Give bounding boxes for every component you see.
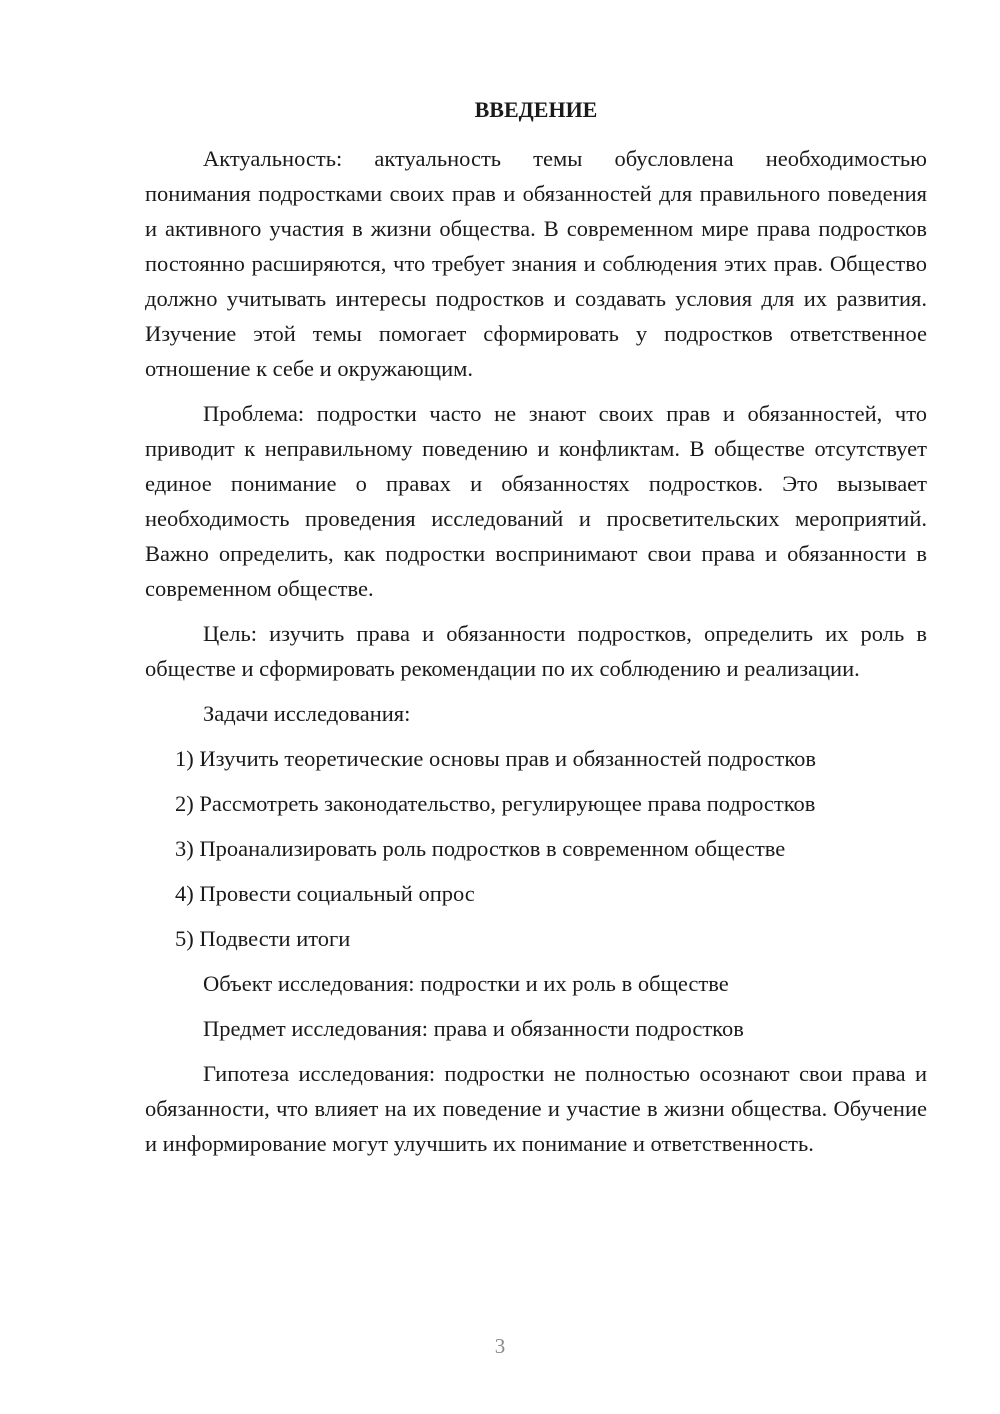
- list-item: 4) Провести социальный опрос: [175, 881, 475, 906]
- list-item: 2) Рассмотреть законодательство, регулирующее права подростков: [175, 791, 816, 816]
- object-line: Объект исследования: подростки и их роль в обществе: [203, 971, 729, 996]
- list-item: 3) Проанализировать роль подростков в современном обществе: [175, 836, 786, 861]
- relevance-paragraph: Актуальность: актуальность темы обусловлена необходимостью понимания подростками своих прав и обязанностей для правильного поведения и активного участия в жизни общества. В современном мире права подростков постоянно расширяются, что требует знания и соблюдения этих прав. Общество должно учитывать интересы подростков и создавать условия для их развития. Изучение этой темы помогает сформировать у подростков ответственное отношение к себе и окружающим.: [145, 146, 927, 381]
- tasks-list: [145, 741, 927, 956]
- list-item: 5) Подвести итоги: [175, 926, 351, 951]
- problem-paragraph: Проблема: подростки часто не знают своих прав и обязанностей, что приводит к неправильному поведению и конфликтам. В обществе отсутствует единое понимание о правах и обязанностях подростков. Это вызывает необходимость проведения исследований и просветительских мероприятий. Важно определить, как подростки воспринимают свои права и обязанности в современном обществе.: [145, 401, 927, 601]
- goal-paragraph: Цель: изучить права и обязанности подростков, определить их роль в обществе и сформировать рекомендации по их соблюдению и реализации.: [145, 621, 927, 681]
- hypothesis-paragraph: Гипотеза исследования: подростки не полностью осознают свои права и обязанности, что влияет на их поведение и участие в жизни общества. Обучение и информирование могут улучшить их понимание и ответственность.: [145, 1061, 927, 1156]
- page-number: 3: [494, 1334, 506, 1358]
- section-title: ВВЕДЕНИЕ: [474, 97, 598, 122]
- document-page: [145, 95, 927, 1171]
- subject-line: Предмет исследования: права и обязанности подростков: [203, 1016, 744, 1041]
- list-item: 1) Изучить теоретические основы прав и обязанностей подростков: [175, 746, 816, 771]
- tasks-heading: Задачи исследования:: [203, 701, 411, 726]
